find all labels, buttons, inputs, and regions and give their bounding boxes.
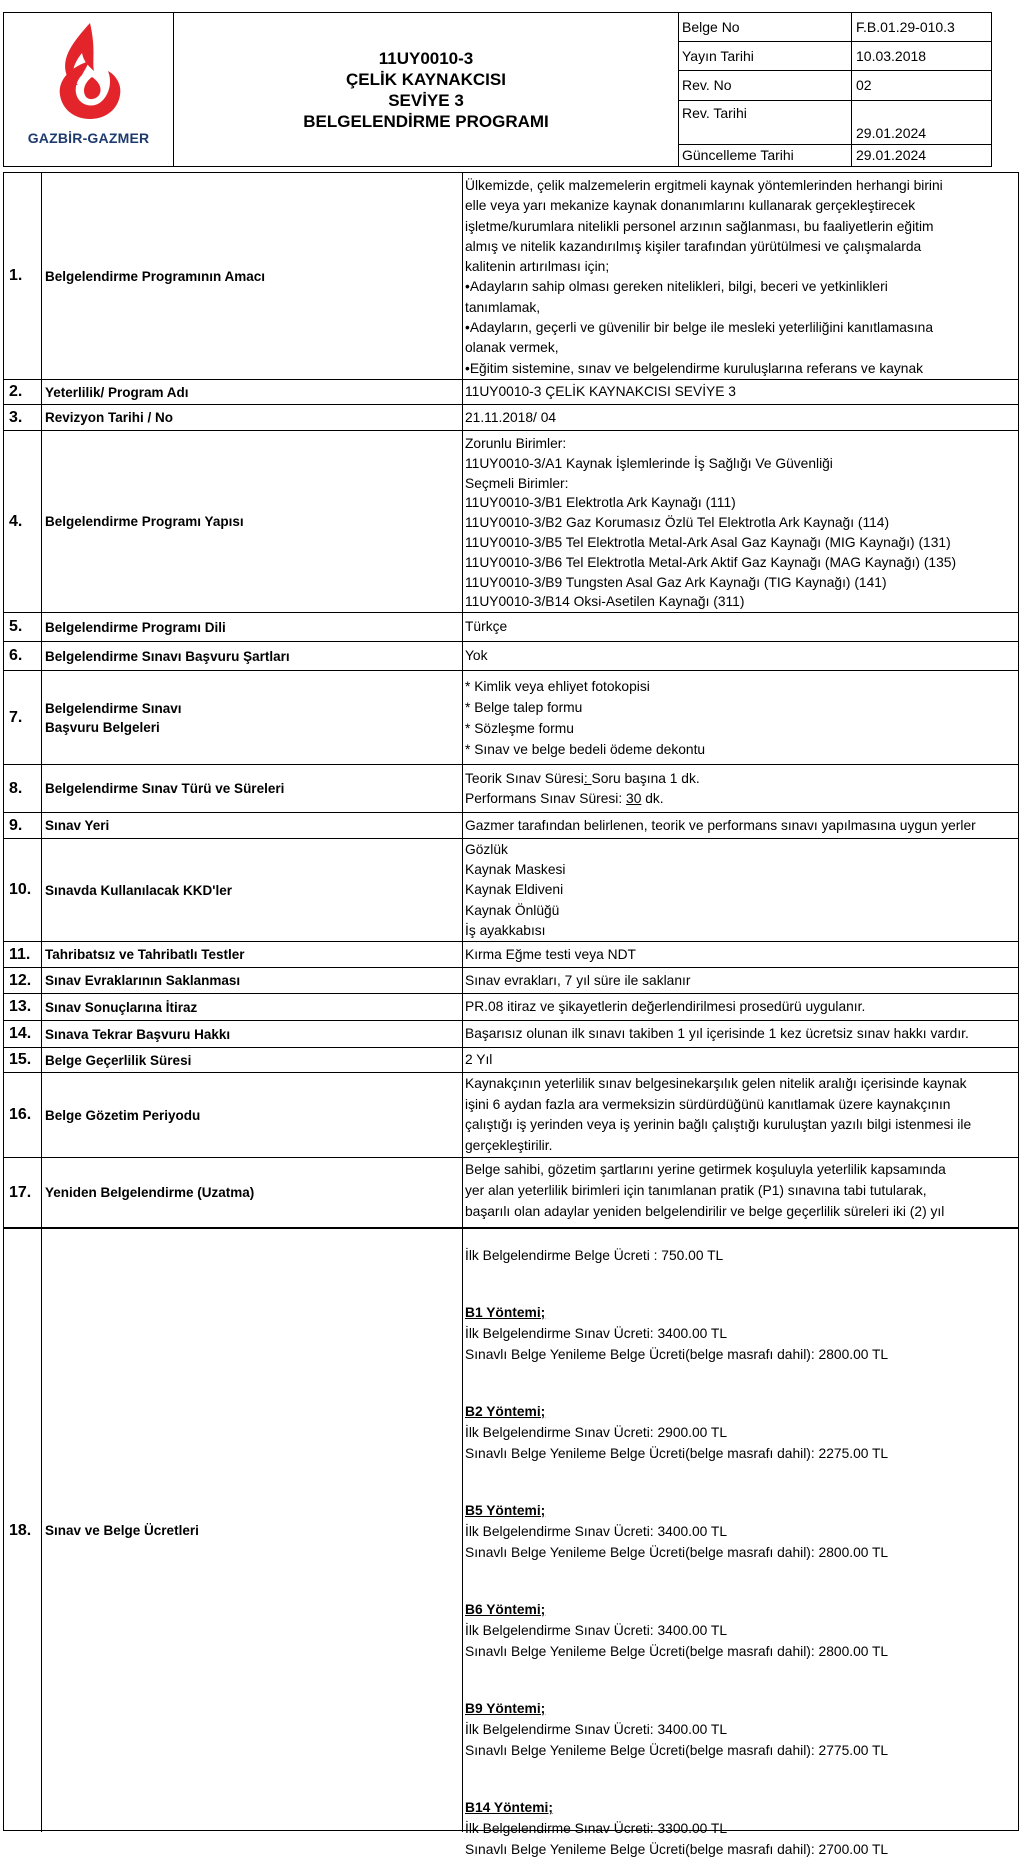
row-number: 16. <box>4 1073 42 1157</box>
meta-row-update-date <box>679 145 991 166</box>
meta-row-revision-date <box>679 101 991 145</box>
row-number: 6. <box>4 642 42 670</box>
text-line: yer alan yeterlilik birimleri için tanımlanan pratik (P1) sınavına tabi tutularak, <box>465 1183 927 1198</box>
text-line: elle veya yarı mekanize kaynak donanımlarını kullanarak gerçekleştirecek <box>465 198 916 214</box>
meta-value: 29.01.2024 <box>856 147 927 163</box>
table-row-language <box>4 613 1018 642</box>
row-label: Belge Gözetim Periyodu <box>42 1073 463 1157</box>
document-header <box>3 12 992 167</box>
row-label: Sınav Evraklarının Saklanması <box>42 968 463 993</box>
table-row-application-conditions <box>4 642 1018 671</box>
table-row-recertification <box>4 1158 1018 1228</box>
document-meta-table <box>679 13 991 166</box>
text-line: •Adayların sahip olması gereken nitelikleri, bilgi, beceri ve yetkinlikleri <box>465 279 888 295</box>
row-number: 1. <box>4 173 42 379</box>
table-row-program-name <box>4 380 1018 405</box>
title-occupation: ÇELİK KAYNAKCISI <box>346 69 506 89</box>
exam-fee: İlk Belgelendirme Sınav Ücreti: 3300.00 TL <box>465 1821 728 1836</box>
renewal-fee: Sınavlı Belge Yenileme Belge Ücreti(belge masrafı dahil): 2700.00 TL <box>465 1842 889 1857</box>
text-line: 11UY0010-3/B2 Gaz Korumasız Özlü Tel Elektrotla Ark Kaynağı (114) <box>465 515 890 531</box>
table-row-exam-duration <box>4 765 1018 813</box>
text-line: PR.08 itiraz ve şikayetlerin değerlendirilmesi prosedürü uygulanır. <box>465 999 866 1014</box>
renewal-fee: Sınavlı Belge Yenileme Belge Ücreti(belge masrafı dahil): 2800.00 TL <box>465 1644 889 1659</box>
row-number: 10. <box>4 839 42 941</box>
performance-duration: Performans Sınav Süresi: 30 dk. <box>465 790 664 806</box>
row-number: 3. <box>4 405 42 430</box>
row-number: 2. <box>4 380 42 404</box>
row-value <box>463 765 1018 812</box>
text-line: 11UY0010-3/A1 Kaynak İşlemlerinde İş Sağlığı Ve Güvenliği <box>465 455 833 471</box>
text-line: Gözlük <box>465 842 508 857</box>
text-line: 11UY0010-3 ÇELİK KAYNAKCISI SEVİYE 3 <box>465 384 736 399</box>
method-title: B5 Yöntemi; <box>465 1503 546 1518</box>
row-label-line: Belgelendirme Sınavı <box>45 700 182 716</box>
table-row-surveillance <box>4 1073 1018 1158</box>
exam-fee: İlk Belgelendirme Sınav Ücreti: 2900.00 TL <box>465 1425 728 1440</box>
text-line: Yok <box>465 648 488 663</box>
row-label: Revizyon Tarihi / No <box>42 405 463 430</box>
meta-row-document-no <box>679 13 991 42</box>
row-number: 17. <box>4 1158 42 1227</box>
renewal-fee: Sınavlı Belge Yenileme Belge Ücreti(belge masrafı dahil): 2800.00 TL <box>465 1545 889 1560</box>
text-line: çalıştığı iş yerinden veya iş yerinin bağlı çalıştığı kuruluştan yazılı bilgi istenmesi ile <box>465 1117 972 1132</box>
program-table <box>3 172 1019 1857</box>
row-value <box>463 968 1018 993</box>
text-line: Kırma Eğme testi veya NDT <box>465 946 636 962</box>
text-line: Türkçe <box>465 619 508 634</box>
text-line: İş ayakkabısı <box>465 922 546 938</box>
text-line: •Adayların, geçerli ve güvenilir bir belge ile mesleki yeterliliğini kanıtlamasına <box>465 320 934 336</box>
meta-row-publish-date <box>679 42 991 71</box>
exam-fee: İlk Belgelendirme Sınav Ücreti: 3400.00 TL <box>465 1722 728 1737</box>
text-line: * Belge talep formu <box>465 699 583 715</box>
row-number: 5. <box>4 613 42 641</box>
row-label: Belgelendirme Sınav Türü ve Süreleri <box>42 765 463 812</box>
title-code: 11UY0010-3 <box>378 48 474 68</box>
text-line: Kaynakçının yeterlilik sınav belgesinekarşılık gelen nitelik aralığı içerisinde kaynak <box>465 1076 967 1091</box>
text-line: başarılı olan adaylar yeniden belgelendirilir ve belge geçerlilik süreleri iki (2) yıl <box>465 1204 945 1219</box>
text-line: Kaynak Maskesi <box>465 862 566 878</box>
exam-fee: İlk Belgelendirme Sınav Ücreti: 3400.00 TL <box>465 1326 728 1341</box>
text-line: Ülkemizde, çelik malzemelerin ergitmeli kaynak yöntemlerinden herhangi birini <box>465 178 943 193</box>
logo-text: GAZBİR-GAZMER <box>27 130 150 146</box>
table-row-purpose <box>4 173 1018 380</box>
fees-list <box>463 1229 1018 1857</box>
row-number: 12. <box>4 968 42 993</box>
method-title: B6 Yöntemi; <box>465 1602 546 1617</box>
row-label: Sınav ve Belge Ücretleri <box>42 1229 463 1832</box>
row-value <box>463 839 1018 941</box>
text-line: Gazmer tarafından belirlenen, teorik ve performans sınavı yapılmasına uygun yerler <box>465 817 976 833</box>
initial-certificate-fee: İlk Belgelendirme Belge Ücreti : 750.00 TL <box>465 1248 724 1263</box>
table-row-appeal <box>4 994 1018 1021</box>
text-line: 11UY0010-3/B9 Tungsten Asal Gaz Ark Kaynağı (TIG Kaynağı) (141) <box>465 574 887 590</box>
row-value <box>463 173 1018 379</box>
row-label: Yeniden Belgelendirme (Uzatma) <box>42 1158 463 1227</box>
text-line: 11UY0010-3/B14 Oksi-Asetilen Kaynağı (311) <box>465 594 745 610</box>
text-line: Kaynak Önlüğü <box>465 902 560 918</box>
row-label: Sınavda Kullanılacak KKD'ler <box>42 839 463 941</box>
row-number: 11. <box>4 942 42 967</box>
row-number: 13. <box>4 994 42 1020</box>
table-row-reapplication <box>4 1021 1018 1048</box>
text-line: Belge sahibi, gözetim şartlarını yerine getirmek koşuluyla yeterlilik kapsamında <box>465 1162 946 1177</box>
table-row-structure <box>4 431 1018 613</box>
text-line: Zorunlu Birimler: <box>465 436 567 451</box>
row-number: 14. <box>4 1021 42 1047</box>
row-value <box>463 813 1018 838</box>
theory-duration: Teorik Sınav Süresi: Soru başına 1 dk. <box>465 770 700 786</box>
text-line: 11UY0010-3/B6 Tel Elektrotla Metal-Ark Aktif Gaz Kaynağı (MAG Kaynağı) (135) <box>465 554 957 570</box>
renewal-fee: Sınavlı Belge Yenileme Belge Ücreti(belge masrafı dahil): 2275.00 TL <box>465 1446 889 1461</box>
row-label: Yeterlilik/ Program Adı <box>42 380 463 404</box>
row-label: Belge Geçerlilik Süresi <box>42 1048 463 1072</box>
method-title: B14 Yöntemi; <box>465 1800 553 1815</box>
meta-value: 29.01.2024 <box>856 125 927 141</box>
table-row-revision <box>4 405 1018 431</box>
row-label: Tahribatsız ve Tahribatlı Testler <box>42 942 463 967</box>
table-row-exam-location <box>4 813 1018 839</box>
table-row-fees <box>4 1228 1018 1857</box>
text-line: almış ve nitelik kazandırılmış kişiler tarafından yürütülmesi ve çalışmalarda <box>465 238 922 254</box>
text-line: Seçmeli Birimler: <box>465 475 569 491</box>
logo <box>4 13 174 166</box>
meta-label: Belge No <box>679 13 852 41</box>
renewal-fee: Sınavlı Belge Yenileme Belge Ücreti(belge masrafı dahil): 2800.00 TL <box>465 1347 889 1362</box>
document-title <box>174 13 679 166</box>
meta-label: Güncelleme Tarihi <box>679 145 852 166</box>
row-value <box>463 642 1018 670</box>
table-row-validity <box>4 1048 1018 1073</box>
meta-row-revision-no <box>679 71 991 101</box>
row-value <box>463 1073 1018 1157</box>
text-line: olanak vermek, <box>465 340 559 356</box>
row-label: Belgelendirme Programı Yapısı <box>42 431 463 612</box>
text-line: işletme/kurumlara nitelikli personel arzının sağlanması, bu faaliyetlerin eğitim <box>465 218 934 234</box>
text-line: 21.11.2018/ 04 <box>465 409 557 425</box>
row-value <box>463 1048 1018 1072</box>
meta-label: Rev. Tarihi <box>679 101 852 144</box>
meta-value: 02 <box>856 77 872 93</box>
text-line: •Eğitim sistemine, sınav ve belgelendirme kuruluşlarına referans ve kaynak <box>465 360 924 376</box>
text-line: Başarısız olunan ilk sınavı takiben 1 yıl içerisinde 1 kez ücretsiz sınav hakkı vardır. <box>465 1026 969 1041</box>
text-line: * Sözleşme formu <box>465 720 574 736</box>
table-row-ppe <box>4 839 1018 942</box>
text-line: 11UY0010-3/B1 Elektrotla Ark Kaynağı (111) <box>465 495 736 511</box>
table-row-tests <box>4 942 1018 968</box>
row-value <box>463 671 1018 764</box>
row-value <box>463 405 1018 430</box>
row-number: 9. <box>4 813 42 838</box>
text-line: Sınav evrakları, 7 yıl süre ile saklanır <box>465 972 691 988</box>
text-line: * Sınav ve belge bedeli ödeme dekontu <box>465 741 706 757</box>
row-number: 8. <box>4 765 42 812</box>
row-value <box>463 1021 1018 1047</box>
row-number: 7. <box>4 671 42 764</box>
text-line: 11UY0010-3/B5 Tel Elektrotla Metal-Ark Asal Gaz Kaynağı (MIG Kaynağı) (131) <box>465 534 951 550</box>
method-title: B1 Yöntemi; <box>465 1305 546 1320</box>
text-line: tanımlamak, <box>465 299 541 315</box>
row-label: Sınav Yeri <box>42 813 463 838</box>
row-label <box>42 671 463 764</box>
renewal-fee: Sınavlı Belge Yenileme Belge Ücreti(belge masrafı dahil): 2775.00 TL <box>465 1743 889 1758</box>
row-label: Belgelendirme Sınavı Başvuru Şartları <box>42 642 463 670</box>
row-label: Sınav Sonuçlarına İtiraz <box>42 994 463 1020</box>
method-title: B9 Yöntemi; <box>465 1701 546 1716</box>
row-value <box>463 380 1018 404</box>
row-value <box>463 994 1018 1020</box>
row-label: Sınava Tekrar Başvuru Hakkı <box>42 1021 463 1047</box>
row-value <box>463 942 1018 967</box>
text-line: * Kimlik veya ehliyet fotokopisi <box>465 678 650 694</box>
text-line: gerçekleştirilir. <box>465 1137 553 1153</box>
title-level: SEVİYE 3 <box>388 90 464 110</box>
meta-value: F.B.01.29-010.3 <box>856 19 955 35</box>
meta-label: Rev. No <box>679 71 852 100</box>
text-line: işini 6 aydan fazla ara vermeksizin sürdürdüğünü kanıtlamak üzere kaynakçının <box>465 1096 951 1112</box>
row-label: Belgelendirme Programı Dili <box>42 613 463 641</box>
row-number: 18. <box>4 1229 42 1832</box>
meta-value: 10.03.2018 <box>856 48 927 64</box>
row-value <box>463 613 1018 641</box>
row-value <box>463 431 1018 612</box>
meta-label: Yayın Tarihi <box>679 42 852 70</box>
exam-fee: İlk Belgelendirme Sınav Ücreti: 3400.00 TL <box>465 1623 728 1638</box>
exam-fee: İlk Belgelendirme Sınav Ücreti: 3400.00 TL <box>465 1524 728 1539</box>
row-value <box>463 1158 1018 1227</box>
table-row-application-documents <box>4 671 1018 765</box>
row-label: Belgelendirme Programının Amacı <box>42 173 463 379</box>
text-line: Kaynak Eldiveni <box>465 882 564 898</box>
row-number: 15. <box>4 1048 42 1072</box>
title-program: BELGELENDİRME PROGRAMI <box>303 111 549 131</box>
text-line: 2 Yıl <box>465 1052 493 1067</box>
row-number: 4. <box>4 431 42 612</box>
method-title: B2 Yöntemi; <box>465 1404 546 1419</box>
row-label-line: Başvuru Belgeleri <box>45 719 160 735</box>
flame-logo-icon <box>52 21 126 121</box>
text-line: kalitenin artırılması için; <box>465 259 610 275</box>
table-row-records-retention <box>4 968 1018 994</box>
